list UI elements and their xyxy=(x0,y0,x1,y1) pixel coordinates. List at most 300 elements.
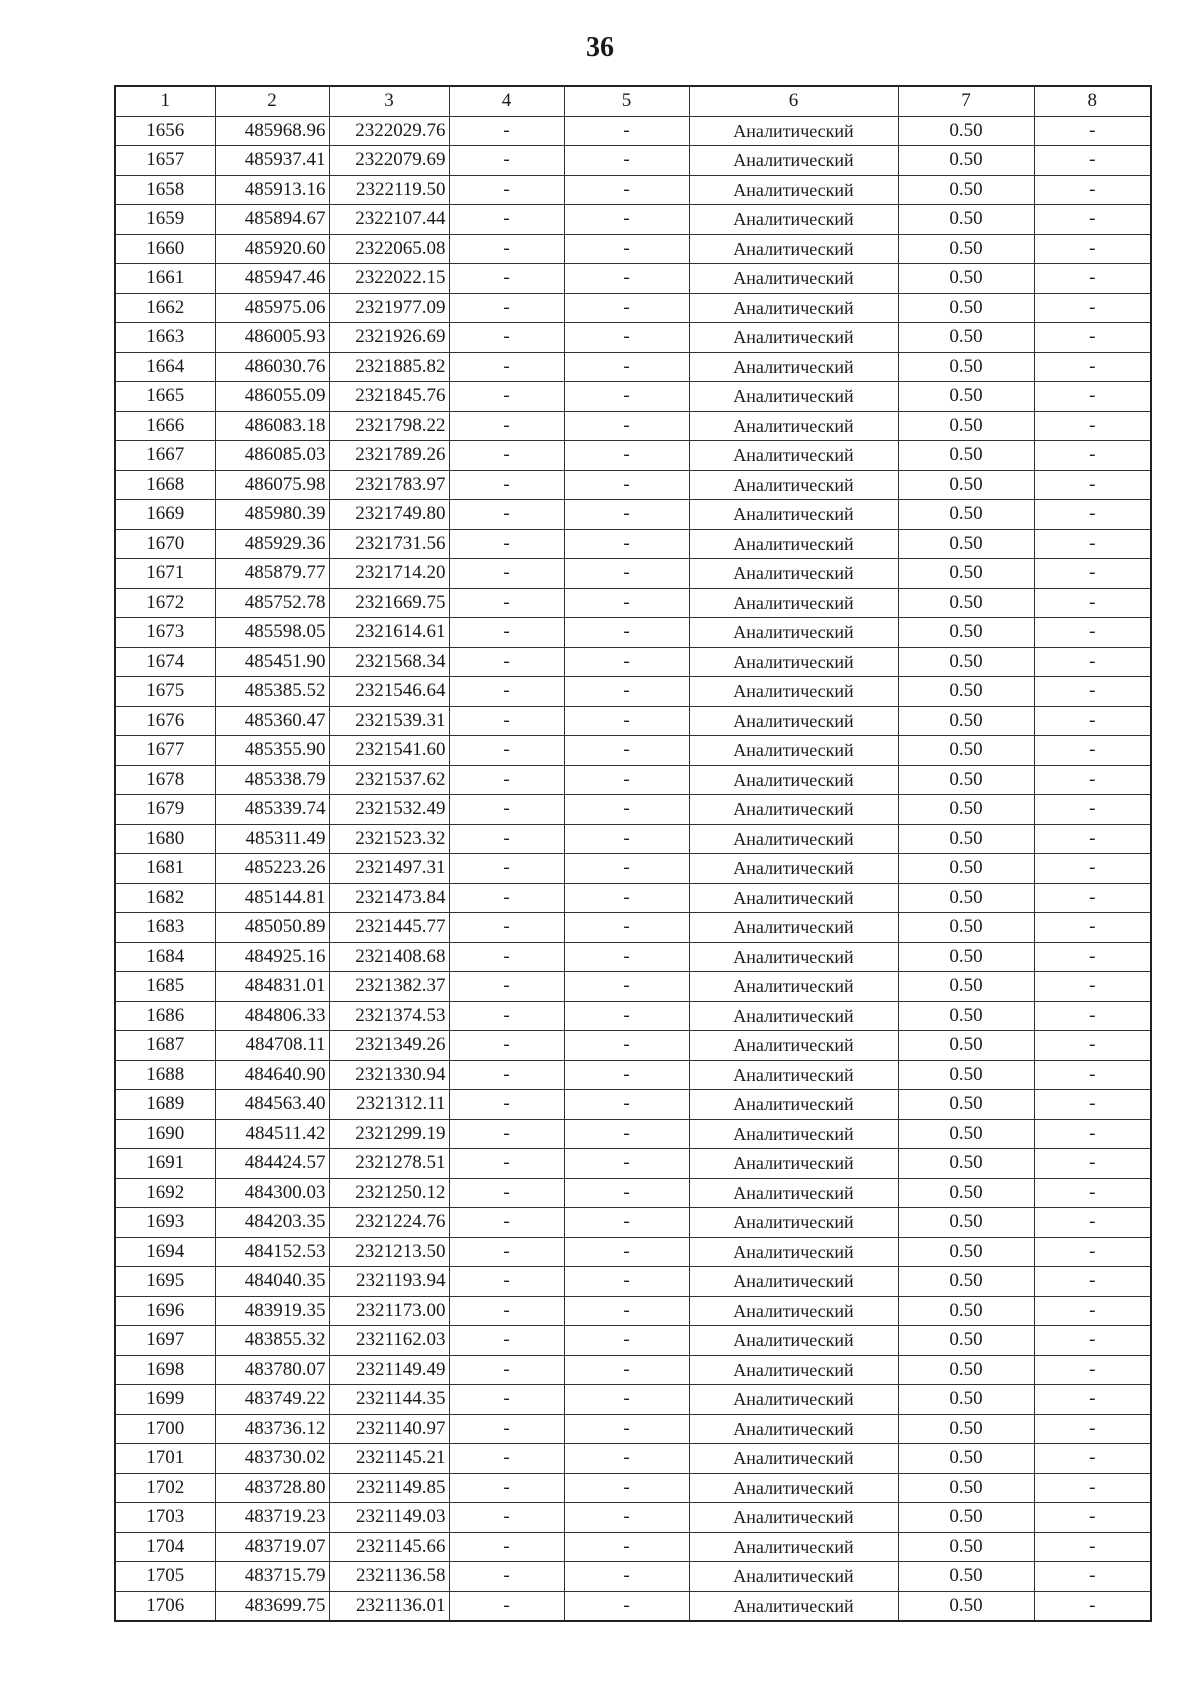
col4-cell: - xyxy=(449,1326,564,1356)
method-cell: Аналитический xyxy=(689,352,898,382)
y-coordinate-cell: 2321977.09 xyxy=(329,293,449,323)
method-cell: Аналитический xyxy=(689,1414,898,1444)
col8-cell: - xyxy=(1034,765,1151,795)
table-row xyxy=(115,205,1151,235)
x-coordinate-cell: 485920.60 xyxy=(215,234,329,264)
point-number-cell: 1694 xyxy=(115,1237,215,1267)
y-coordinate-cell: 2321539.31 xyxy=(329,706,449,736)
col8-cell: - xyxy=(1034,913,1151,943)
table-row xyxy=(115,1267,1151,1297)
point-number-cell: 1668 xyxy=(115,470,215,500)
table-row xyxy=(115,529,1151,559)
table-row xyxy=(115,1149,1151,1179)
method-cell: Аналитический xyxy=(689,234,898,264)
col5-cell: - xyxy=(564,1562,689,1592)
point-number-cell: 1680 xyxy=(115,824,215,854)
x-coordinate-cell: 483715.79 xyxy=(215,1562,329,1592)
col5-cell: - xyxy=(564,647,689,677)
point-number-cell: 1683 xyxy=(115,913,215,943)
x-coordinate-cell: 484831.01 xyxy=(215,972,329,1002)
accuracy-cell: 0.50 xyxy=(898,470,1034,500)
col4-cell: - xyxy=(449,588,564,618)
col5-cell: - xyxy=(564,854,689,884)
accuracy-cell: 0.50 xyxy=(898,264,1034,294)
col5-cell: - xyxy=(564,1149,689,1179)
accuracy-cell: 0.50 xyxy=(898,854,1034,884)
y-coordinate-cell: 2321537.62 xyxy=(329,765,449,795)
point-number-cell: 1698 xyxy=(115,1355,215,1385)
table-row xyxy=(115,500,1151,530)
y-coordinate-cell: 2321213.50 xyxy=(329,1237,449,1267)
col5-cell: - xyxy=(564,146,689,176)
table-row xyxy=(115,1001,1151,1031)
col4-cell: - xyxy=(449,854,564,884)
accuracy-cell: 0.50 xyxy=(898,1001,1034,1031)
y-coordinate-cell: 2321312.11 xyxy=(329,1090,449,1120)
y-coordinate-cell: 2321299.19 xyxy=(329,1119,449,1149)
col5-cell: - xyxy=(564,1326,689,1356)
table-row xyxy=(115,1178,1151,1208)
col5-cell: - xyxy=(564,1267,689,1297)
point-number-cell: 1684 xyxy=(115,942,215,972)
x-coordinate-cell: 485223.26 xyxy=(215,854,329,884)
table-row xyxy=(115,736,1151,766)
point-number-cell: 1693 xyxy=(115,1208,215,1238)
method-cell: Аналитический xyxy=(689,1355,898,1385)
col4-cell: - xyxy=(449,1296,564,1326)
table-row xyxy=(115,1532,1151,1562)
col4-cell: - xyxy=(449,765,564,795)
col5-cell: - xyxy=(564,1060,689,1090)
col5-cell: - xyxy=(564,441,689,471)
y-coordinate-cell: 2321149.49 xyxy=(329,1355,449,1385)
y-coordinate-cell: 2321798.22 xyxy=(329,411,449,441)
table-row xyxy=(115,1119,1151,1149)
x-coordinate-cell: 485311.49 xyxy=(215,824,329,854)
y-coordinate-cell: 2321926.69 xyxy=(329,323,449,353)
y-coordinate-cell: 2321669.75 xyxy=(329,588,449,618)
point-number-cell: 1690 xyxy=(115,1119,215,1149)
table-row xyxy=(115,942,1151,972)
accuracy-cell: 0.50 xyxy=(898,1414,1034,1444)
col5-cell: - xyxy=(564,559,689,589)
y-coordinate-cell: 2322022.15 xyxy=(329,264,449,294)
col4-cell: - xyxy=(449,824,564,854)
method-cell: Аналитический xyxy=(689,883,898,913)
col5-cell: - xyxy=(564,234,689,264)
method-cell: Аналитический xyxy=(689,116,898,146)
col5-cell: - xyxy=(564,382,689,412)
y-coordinate-cell: 2321250.12 xyxy=(329,1178,449,1208)
x-coordinate-cell: 484424.57 xyxy=(215,1149,329,1179)
col4-cell: - xyxy=(449,1149,564,1179)
method-cell: Аналитический xyxy=(689,1149,898,1179)
y-coordinate-cell: 2321145.21 xyxy=(329,1444,449,1474)
method-cell: Аналитический xyxy=(689,913,898,943)
table-row xyxy=(115,1237,1151,1267)
accuracy-cell: 0.50 xyxy=(898,1060,1034,1090)
table-row xyxy=(115,1444,1151,1474)
table-row xyxy=(115,470,1151,500)
col8-cell: - xyxy=(1034,1149,1151,1179)
col5-cell: - xyxy=(564,1444,689,1474)
x-coordinate-cell: 483719.23 xyxy=(215,1503,329,1533)
point-number-cell: 1657 xyxy=(115,146,215,176)
col8-cell: - xyxy=(1034,795,1151,825)
point-number-cell: 1681 xyxy=(115,854,215,884)
col8-cell: - xyxy=(1034,323,1151,353)
table-header-row xyxy=(115,86,1151,116)
col4-cell: - xyxy=(449,529,564,559)
col4-cell: - xyxy=(449,1031,564,1061)
col5-cell: - xyxy=(564,1031,689,1061)
col5-cell: - xyxy=(564,1385,689,1415)
y-coordinate-cell: 2321278.51 xyxy=(329,1149,449,1179)
accuracy-cell: 0.50 xyxy=(898,1562,1034,1592)
method-cell: Аналитический xyxy=(689,411,898,441)
y-coordinate-cell: 2321783.97 xyxy=(329,470,449,500)
col5-cell: - xyxy=(564,529,689,559)
column-header: 7 xyxy=(898,86,1034,116)
table-row xyxy=(115,883,1151,913)
x-coordinate-cell: 486055.09 xyxy=(215,382,329,412)
col4-cell: - xyxy=(449,1562,564,1592)
col5-cell: - xyxy=(564,323,689,353)
point-number-cell: 1685 xyxy=(115,972,215,1002)
accuracy-cell: 0.50 xyxy=(898,352,1034,382)
col4-cell: - xyxy=(449,1385,564,1415)
table-row xyxy=(115,618,1151,648)
accuracy-cell: 0.50 xyxy=(898,1237,1034,1267)
y-coordinate-cell: 2321789.26 xyxy=(329,441,449,471)
method-cell: Аналитический xyxy=(689,706,898,736)
table-row xyxy=(115,972,1151,1002)
method-cell: Аналитический xyxy=(689,559,898,589)
y-coordinate-cell: 2322065.08 xyxy=(329,234,449,264)
x-coordinate-cell: 485050.89 xyxy=(215,913,329,943)
col8-cell: - xyxy=(1034,1444,1151,1474)
x-coordinate-cell: 484511.42 xyxy=(215,1119,329,1149)
table-row xyxy=(115,1503,1151,1533)
point-number-cell: 1670 xyxy=(115,529,215,559)
method-cell: Аналитический xyxy=(689,1208,898,1238)
col4-cell: - xyxy=(449,1267,564,1297)
accuracy-cell: 0.50 xyxy=(898,883,1034,913)
y-coordinate-cell: 2321136.58 xyxy=(329,1562,449,1592)
y-coordinate-cell: 2321614.61 xyxy=(329,618,449,648)
point-number-cell: 1659 xyxy=(115,205,215,235)
col8-cell: - xyxy=(1034,824,1151,854)
method-cell: Аналитический xyxy=(689,1090,898,1120)
point-number-cell: 1660 xyxy=(115,234,215,264)
col5-cell: - xyxy=(564,1090,689,1120)
x-coordinate-cell: 485355.90 xyxy=(215,736,329,766)
y-coordinate-cell: 2321330.94 xyxy=(329,1060,449,1090)
table-row xyxy=(115,854,1151,884)
point-number-cell: 1695 xyxy=(115,1267,215,1297)
x-coordinate-cell: 485360.47 xyxy=(215,706,329,736)
col4-cell: - xyxy=(449,1355,564,1385)
column-header: 2 xyxy=(215,86,329,116)
x-coordinate-cell: 483749.22 xyxy=(215,1385,329,1415)
y-coordinate-cell: 2321568.34 xyxy=(329,647,449,677)
col8-cell: - xyxy=(1034,1208,1151,1238)
y-coordinate-cell: 2321445.77 xyxy=(329,913,449,943)
y-coordinate-cell: 2321523.32 xyxy=(329,824,449,854)
accuracy-cell: 0.50 xyxy=(898,824,1034,854)
col5-cell: - xyxy=(564,1001,689,1031)
x-coordinate-cell: 486005.93 xyxy=(215,323,329,353)
col8-cell: - xyxy=(1034,1473,1151,1503)
col8-cell: - xyxy=(1034,1591,1151,1621)
accuracy-cell: 0.50 xyxy=(898,972,1034,1002)
col5-cell: - xyxy=(564,677,689,707)
x-coordinate-cell: 483919.35 xyxy=(215,1296,329,1326)
accuracy-cell: 0.50 xyxy=(898,323,1034,353)
col5-cell: - xyxy=(564,795,689,825)
accuracy-cell: 0.50 xyxy=(898,1031,1034,1061)
table-row xyxy=(115,1090,1151,1120)
col4-cell: - xyxy=(449,352,564,382)
col8-cell: - xyxy=(1034,234,1151,264)
y-coordinate-cell: 2321546.64 xyxy=(329,677,449,707)
method-cell: Аналитический xyxy=(689,972,898,1002)
y-coordinate-cell: 2321532.49 xyxy=(329,795,449,825)
col8-cell: - xyxy=(1034,500,1151,530)
point-number-cell: 1692 xyxy=(115,1178,215,1208)
accuracy-cell: 0.50 xyxy=(898,205,1034,235)
method-cell: Аналитический xyxy=(689,382,898,412)
method-cell: Аналитический xyxy=(689,765,898,795)
table-row xyxy=(115,559,1151,589)
col8-cell: - xyxy=(1034,352,1151,382)
col8-cell: - xyxy=(1034,175,1151,205)
method-cell: Аналитический xyxy=(689,1532,898,1562)
accuracy-cell: 0.50 xyxy=(898,942,1034,972)
col5-cell: - xyxy=(564,500,689,530)
accuracy-cell: 0.50 xyxy=(898,1444,1034,1474)
table-row xyxy=(115,382,1151,412)
col4-cell: - xyxy=(449,1178,564,1208)
method-cell: Аналитический xyxy=(689,1267,898,1297)
point-number-cell: 1669 xyxy=(115,500,215,530)
col8-cell: - xyxy=(1034,264,1151,294)
accuracy-cell: 0.50 xyxy=(898,913,1034,943)
y-coordinate-cell: 2321140.97 xyxy=(329,1414,449,1444)
table-row xyxy=(115,175,1151,205)
y-coordinate-cell: 2321541.60 xyxy=(329,736,449,766)
col4-cell: - xyxy=(449,146,564,176)
table-body xyxy=(115,116,1151,1621)
method-cell: Аналитический xyxy=(689,146,898,176)
col4-cell: - xyxy=(449,1414,564,1444)
y-coordinate-cell: 2322079.69 xyxy=(329,146,449,176)
col5-cell: - xyxy=(564,175,689,205)
method-cell: Аналитический xyxy=(689,264,898,294)
col5-cell: - xyxy=(564,411,689,441)
y-coordinate-cell: 2321473.84 xyxy=(329,883,449,913)
col8-cell: - xyxy=(1034,1031,1151,1061)
col5-cell: - xyxy=(564,1473,689,1503)
y-coordinate-cell: 2321374.53 xyxy=(329,1001,449,1031)
accuracy-cell: 0.50 xyxy=(898,1149,1034,1179)
col4-cell: - xyxy=(449,1208,564,1238)
col8-cell: - xyxy=(1034,618,1151,648)
x-coordinate-cell: 485937.41 xyxy=(215,146,329,176)
table-row xyxy=(115,1031,1151,1061)
x-coordinate-cell: 485879.77 xyxy=(215,559,329,589)
col8-cell: - xyxy=(1034,1267,1151,1297)
x-coordinate-cell: 485339.74 xyxy=(215,795,329,825)
accuracy-cell: 0.50 xyxy=(898,234,1034,264)
col4-cell: - xyxy=(449,1001,564,1031)
accuracy-cell: 0.50 xyxy=(898,293,1034,323)
x-coordinate-cell: 484152.53 xyxy=(215,1237,329,1267)
col4-cell: - xyxy=(449,795,564,825)
method-cell: Аналитический xyxy=(689,1326,898,1356)
x-coordinate-cell: 483780.07 xyxy=(215,1355,329,1385)
method-cell: Аналитический xyxy=(689,1591,898,1621)
point-number-cell: 1697 xyxy=(115,1326,215,1356)
x-coordinate-cell: 485968.96 xyxy=(215,116,329,146)
x-coordinate-cell: 483855.32 xyxy=(215,1326,329,1356)
table-row xyxy=(115,1060,1151,1090)
col4-cell: - xyxy=(449,470,564,500)
method-cell: Аналитический xyxy=(689,1178,898,1208)
col4-cell: - xyxy=(449,942,564,972)
table-row xyxy=(115,441,1151,471)
x-coordinate-cell: 485913.16 xyxy=(215,175,329,205)
accuracy-cell: 0.50 xyxy=(898,736,1034,766)
point-number-cell: 1666 xyxy=(115,411,215,441)
col4-cell: - xyxy=(449,205,564,235)
accuracy-cell: 0.50 xyxy=(898,1532,1034,1562)
method-cell: Аналитический xyxy=(689,1296,898,1326)
point-number-cell: 1658 xyxy=(115,175,215,205)
method-cell: Аналитический xyxy=(689,1237,898,1267)
point-number-cell: 1671 xyxy=(115,559,215,589)
table-row xyxy=(115,1591,1151,1621)
col4-cell: - xyxy=(449,500,564,530)
x-coordinate-cell: 484203.35 xyxy=(215,1208,329,1238)
table-row xyxy=(115,824,1151,854)
col8-cell: - xyxy=(1034,1001,1151,1031)
col8-cell: - xyxy=(1034,972,1151,1002)
col8-cell: - xyxy=(1034,1385,1151,1415)
col5-cell: - xyxy=(564,264,689,294)
col8-cell: - xyxy=(1034,1562,1151,1592)
table-row xyxy=(115,411,1151,441)
col5-cell: - xyxy=(564,972,689,1002)
accuracy-cell: 0.50 xyxy=(898,706,1034,736)
accuracy-cell: 0.50 xyxy=(898,1090,1034,1120)
col5-cell: - xyxy=(564,1532,689,1562)
col4-cell: - xyxy=(449,323,564,353)
table-row xyxy=(115,1208,1151,1238)
y-coordinate-cell: 2321714.20 xyxy=(329,559,449,589)
accuracy-cell: 0.50 xyxy=(898,529,1034,559)
col4-cell: - xyxy=(449,883,564,913)
method-cell: Аналитический xyxy=(689,1031,898,1061)
col4-cell: - xyxy=(449,559,564,589)
col4-cell: - xyxy=(449,913,564,943)
method-cell: Аналитический xyxy=(689,588,898,618)
y-coordinate-cell: 2321136.01 xyxy=(329,1591,449,1621)
table-row xyxy=(115,1385,1151,1415)
table-row xyxy=(115,146,1151,176)
y-coordinate-cell: 2321845.76 xyxy=(329,382,449,412)
method-cell: Аналитический xyxy=(689,175,898,205)
col8-cell: - xyxy=(1034,1237,1151,1267)
y-coordinate-cell: 2321885.82 xyxy=(329,352,449,382)
col5-cell: - xyxy=(564,1119,689,1149)
col4-cell: - xyxy=(449,736,564,766)
method-cell: Аналитический xyxy=(689,293,898,323)
x-coordinate-cell: 483728.80 xyxy=(215,1473,329,1503)
col4-cell: - xyxy=(449,1532,564,1562)
accuracy-cell: 0.50 xyxy=(898,795,1034,825)
table-row xyxy=(115,677,1151,707)
y-coordinate-cell: 2321497.31 xyxy=(329,854,449,884)
point-number-cell: 1682 xyxy=(115,883,215,913)
page-number: 36 xyxy=(586,32,614,63)
col4-cell: - xyxy=(449,618,564,648)
x-coordinate-cell: 485385.52 xyxy=(215,677,329,707)
column-header: 8 xyxy=(1034,86,1151,116)
table-row xyxy=(115,765,1151,795)
col8-cell: - xyxy=(1034,883,1151,913)
col5-cell: - xyxy=(564,824,689,854)
col5-cell: - xyxy=(564,736,689,766)
x-coordinate-cell: 485947.46 xyxy=(215,264,329,294)
accuracy-cell: 0.50 xyxy=(898,1503,1034,1533)
table-row xyxy=(115,116,1151,146)
col8-cell: - xyxy=(1034,1178,1151,1208)
col8-cell: - xyxy=(1034,1060,1151,1090)
accuracy-cell: 0.50 xyxy=(898,1355,1034,1385)
x-coordinate-cell: 485894.67 xyxy=(215,205,329,235)
accuracy-cell: 0.50 xyxy=(898,765,1034,795)
col8-cell: - xyxy=(1034,293,1151,323)
col8-cell: - xyxy=(1034,1503,1151,1533)
col8-cell: - xyxy=(1034,1355,1151,1385)
col5-cell: - xyxy=(564,1414,689,1444)
col4-cell: - xyxy=(449,1090,564,1120)
col8-cell: - xyxy=(1034,1326,1151,1356)
table-row xyxy=(115,1296,1151,1326)
table-row xyxy=(115,293,1151,323)
column-header: 6 xyxy=(689,86,898,116)
x-coordinate-cell: 485338.79 xyxy=(215,765,329,795)
accuracy-cell: 0.50 xyxy=(898,1473,1034,1503)
method-cell: Аналитический xyxy=(689,1562,898,1592)
col5-cell: - xyxy=(564,1355,689,1385)
y-coordinate-cell: 2322029.76 xyxy=(329,116,449,146)
table-row xyxy=(115,913,1151,943)
x-coordinate-cell: 483699.75 xyxy=(215,1591,329,1621)
method-cell: Аналитический xyxy=(689,736,898,766)
point-number-cell: 1665 xyxy=(115,382,215,412)
accuracy-cell: 0.50 xyxy=(898,146,1034,176)
table-row xyxy=(115,1326,1151,1356)
point-number-cell: 1701 xyxy=(115,1444,215,1474)
point-number-cell: 1706 xyxy=(115,1591,215,1621)
column-header: 4 xyxy=(449,86,564,116)
x-coordinate-cell: 486083.18 xyxy=(215,411,329,441)
col4-cell: - xyxy=(449,264,564,294)
col4-cell: - xyxy=(449,1503,564,1533)
col5-cell: - xyxy=(564,765,689,795)
